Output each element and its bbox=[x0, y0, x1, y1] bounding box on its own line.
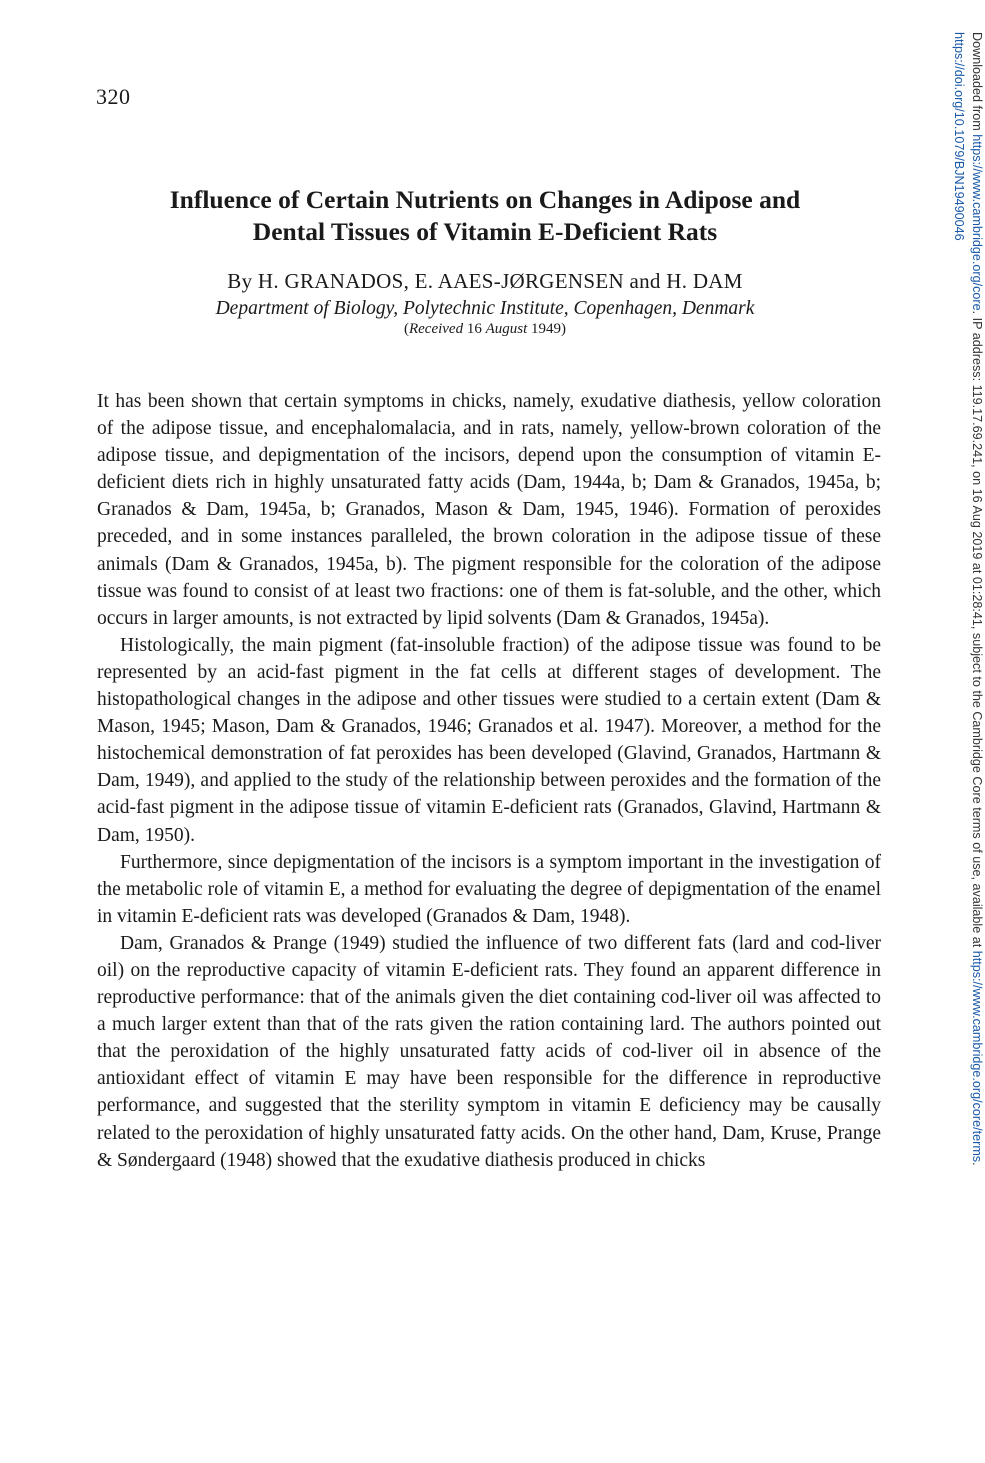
download-details: . IP address: 119.17.69.241, on 16 Aug 2019 at 01:28:41, subject to the Cambridge Core terms of use, available at bbox=[970, 310, 984, 951]
affiliation: Department of Biology, Polytechnic Institute, Copenhagen, Denmark bbox=[215, 298, 755, 319]
received-day: 16 bbox=[466, 321, 482, 337]
paragraph-1: It has been shown that certain symptoms in chicks, namely, exudative diathesis, yellow coloration of the adipose tissue, and encephalomalacia, and in rats, namely, yellow-brown coloration of the adipose tissue, and depigmentation of the incisors, depend upon the consumption of vitamin E-deficient diets rich in highly unsaturated fatty acids (Dam, 1944a, b; Dam & Granados, 1945a, b; Granados & Dam, 1945a, b; Granados, Mason & Dam, 1945, 1946). Formation of peroxides preceded, and in some instances paralleled, the brown coloration in the adipose tissue of these animals (Dam & Granados, 1945a, b). The pigment responsible for the coloration of the adipose tissue was found to consist of at least two fractions: one of them is fat-soluble, and the other, which occurs in larger amounts, is not extracted by lipid solvents (Dam & Granados, 1945a). bbox=[97, 391, 881, 629]
download-notice-line-1 bbox=[968, 32, 985, 1166]
download-notice-text bbox=[950, 32, 985, 1166]
received-open: ( bbox=[403, 321, 409, 337]
article-title-line-1: Influence of Certain Nutrients on Changes in Adipose and bbox=[169, 185, 801, 214]
authors-line: By H. GRANADOS, E. AAES-JØRGENSEN and H. DAM bbox=[227, 269, 743, 293]
doi-link[interactable]: https://doi.org/10.1079/BJN19490046 bbox=[952, 32, 967, 241]
received-label: Received bbox=[408, 321, 464, 337]
article-title-line-2: Dental Tissues of Vitamin E-Deficient Rats bbox=[252, 217, 718, 246]
download-notice-sidebar bbox=[943, 32, 983, 1272]
received-year: 1949) bbox=[531, 321, 567, 337]
paragraph-2: Histologically, the main pigment (fat-insoluble fraction) of the adipose tissue was found to be represented by an acid-fast pigment in the fat cells at different stages of development. The histopathological changes in the adipose and other tissues were studied to a certain extent (Dam & Mason, 1945; Mason, Dam & Granados, 1946; Granados et al. 1947). Moreover, a method for the histochemical demonstration of fat peroxides has been developed (Glavind, Granados, Hartmann & Dam, 1949), and applied to the study of the relationship between peroxides and the formation of the acid-fast pigment in the adipose tissue of vitamin E-deficient rats (Granados, Glavind, Hartmann & Dam, 1950). bbox=[97, 634, 881, 846]
download-suffix: . bbox=[970, 1162, 984, 1166]
article-title bbox=[90, 184, 880, 248]
paragraph-4: Dam, Granados & Prange (1949) studied the influence of two different fats (lard and cod-liver oil) on the reproductive capacity of vitamin E-deficient rats. They found an apparent difference in reproductive performance: that of the animals given the diet containing cod-liver oil was affected to a much larger extent than that of the rats given the ration containing lard. The authors pointed out that the peroxidation of the highly unsaturated fatty acids of cod-liver oil in absence of the antioxidant effect of vitamin E may have been responsible for the difference in reproductive performance, and suggested that the sterility symptom in vitamin E deficiency may be causally related to the peroxidation of highly unsaturated fatty acids. On the other hand, Dam, Kruse, Prange & Søndergaard (1948) showed that the exudative diathesis produced in chicks bbox=[97, 932, 881, 1171]
received-date bbox=[90, 318, 880, 340]
cambridge-terms-link[interactable]: https://www.cambridge.org/core/terms bbox=[970, 950, 984, 1163]
received-month: August bbox=[485, 321, 528, 337]
article-body bbox=[97, 388, 881, 1174]
page-number: 320 bbox=[96, 84, 131, 109]
paragraph-3: Furthermore, since depigmentation of the incisors is a symptom important in the investigation of the metabolic role of vitamin E, a method for evaluating the degree of depigmentation of the enamel in vitamin E-deficient rats was developed (Granados & Dam, 1948). bbox=[97, 851, 881, 927]
download-prefix: Downloaded from bbox=[970, 32, 984, 135]
cambridge-core-link[interactable]: https://www.cambridge.org/core bbox=[970, 134, 984, 311]
